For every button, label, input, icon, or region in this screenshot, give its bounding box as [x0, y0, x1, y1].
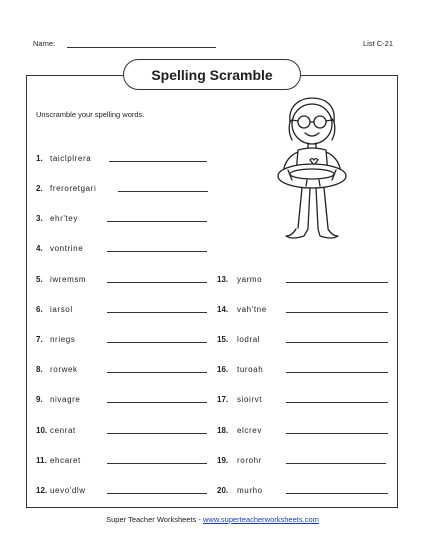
item-number: 17. — [217, 395, 229, 404]
scrambled-word: murho — [237, 486, 263, 495]
list-item — [36, 483, 208, 495]
scrambled-word: rorohr — [237, 456, 262, 465]
list-id: List C-21 — [362, 39, 393, 48]
list-item — [36, 181, 208, 193]
item-number: 16. — [217, 365, 229, 374]
list-item — [217, 423, 389, 435]
list-item — [36, 241, 208, 253]
scrambled-word: cenrat — [50, 426, 76, 435]
list-item — [217, 272, 389, 284]
item-number: 2. — [36, 184, 43, 193]
item-number: 14. — [217, 305, 229, 314]
answer-line[interactable] — [107, 312, 207, 313]
answer-line[interactable] — [286, 402, 388, 403]
scrambled-word: yarmo — [237, 275, 263, 284]
item-number: 3. — [36, 214, 43, 223]
list-item — [36, 302, 208, 314]
answer-line[interactable] — [286, 463, 386, 464]
answer-line[interactable] — [286, 433, 388, 434]
footer-link[interactable]: www.superteacherworksheets.com — [202, 515, 319, 524]
item-number: 15. — [217, 335, 229, 344]
list-item — [36, 332, 208, 344]
scrambled-word: uevo'dlw — [50, 486, 86, 495]
footer — [0, 515, 425, 524]
answer-line[interactable] — [107, 251, 207, 252]
scrambled-word: rorwek — [50, 365, 78, 374]
worksheet-title: Spelling Scramble — [123, 59, 301, 90]
scrambled-word: vontrine — [50, 244, 84, 253]
item-number: 7. — [36, 335, 43, 344]
list-item — [36, 453, 208, 465]
answer-line[interactable] — [107, 342, 207, 343]
item-number: 8. — [36, 365, 43, 374]
item-number: 20. — [217, 486, 229, 495]
list-item — [36, 151, 208, 163]
scrambled-word: ehcaret — [50, 456, 81, 465]
list-item — [36, 392, 208, 404]
girl-with-swim-ring-icon — [262, 96, 362, 248]
answer-line[interactable] — [107, 372, 207, 373]
list-item — [217, 392, 389, 404]
item-number: 10. — [36, 426, 48, 435]
answer-line[interactable] — [286, 282, 388, 283]
instructions: Unscramble your spelling words. — [36, 110, 145, 119]
answer-line[interactable] — [109, 161, 207, 162]
item-number: 9. — [36, 395, 43, 404]
item-number: 11. — [36, 456, 47, 465]
scrambled-word: iarsol — [50, 305, 73, 314]
scrambled-word: iwremsm — [50, 275, 87, 284]
list-item — [36, 362, 208, 374]
answer-line[interactable] — [118, 191, 208, 192]
scrambled-word: lodral — [237, 335, 261, 344]
list-item — [217, 332, 389, 344]
list-item — [36, 211, 208, 223]
item-number: 5. — [36, 275, 43, 284]
item-number: 6. — [36, 305, 43, 314]
footer-text: Super Teacher Worksheets - — [106, 515, 203, 524]
answer-line[interactable] — [286, 312, 388, 313]
item-number: 13. — [217, 275, 229, 284]
list-item — [217, 302, 389, 314]
answer-line[interactable] — [107, 433, 207, 434]
answer-line[interactable] — [286, 342, 388, 343]
list-item — [217, 453, 389, 465]
list-item — [36, 272, 208, 284]
item-number: 19. — [217, 456, 229, 465]
list-item — [217, 362, 389, 374]
answer-line[interactable] — [286, 493, 388, 494]
scrambled-word: taiclplrera — [50, 154, 92, 163]
scrambled-word: turoah — [237, 365, 264, 374]
scrambled-word: ehr'tey — [50, 214, 78, 223]
answer-line[interactable] — [107, 221, 207, 222]
item-number: 1. — [36, 154, 43, 163]
answer-line[interactable] — [107, 282, 207, 283]
item-number: 12. — [36, 486, 48, 495]
scrambled-word: nriegs — [50, 335, 76, 344]
scrambled-word: vah'tne — [237, 305, 267, 314]
scrambled-word: nivagre — [50, 395, 81, 404]
name-label: Name: — [33, 39, 56, 48]
answer-line[interactable] — [107, 493, 207, 494]
answer-line[interactable] — [107, 463, 207, 464]
scrambled-word: sioirvt — [237, 395, 263, 404]
name-field-line[interactable] — [67, 47, 216, 48]
list-item — [217, 483, 389, 495]
answer-line[interactable] — [107, 402, 207, 403]
item-number: 4. — [36, 244, 43, 253]
scrambled-word: freroretgari — [50, 184, 97, 193]
scrambled-word: elcrev — [237, 426, 262, 435]
answer-line[interactable] — [286, 372, 388, 373]
list-item — [36, 423, 208, 435]
item-number: 18. — [217, 426, 229, 435]
